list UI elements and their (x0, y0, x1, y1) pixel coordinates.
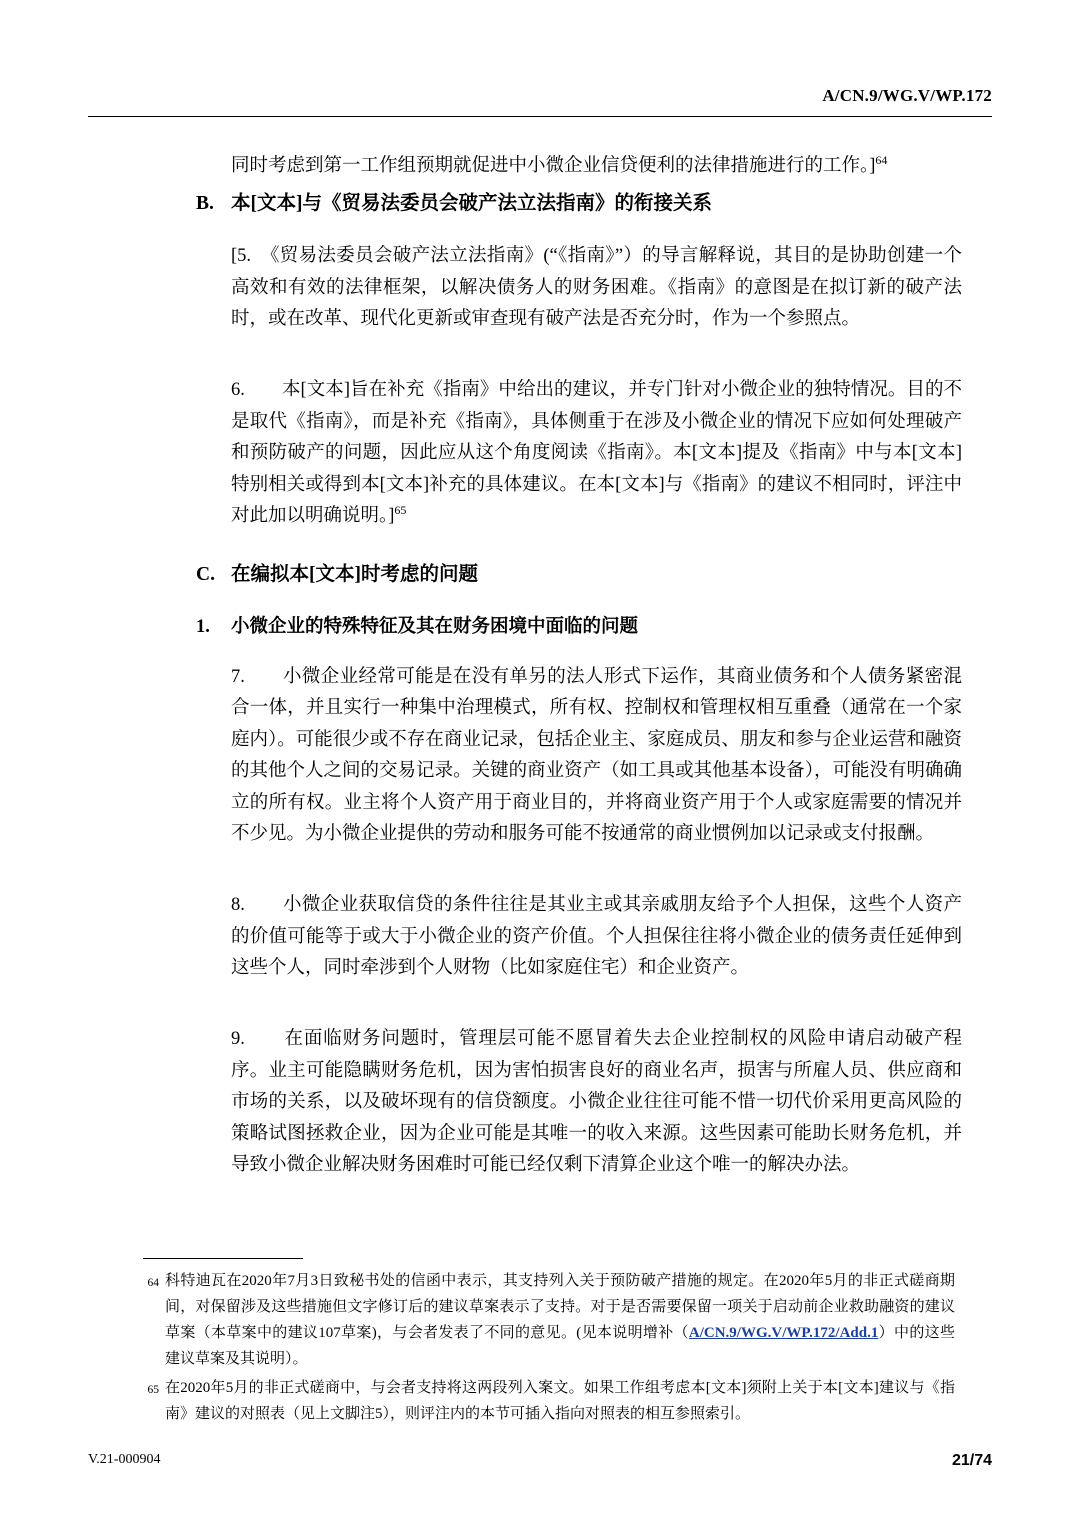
footer-job-number: V.21-000904 (88, 1452, 161, 1467)
section-heading-b (196, 189, 992, 219)
footnote-text: 在2020年5月的非正式磋商中，与会者支持将这两段列入案文。如果工作组考虑本[文本]须附上关于本[文本]建议与《指南》建议的对照表（见上文脚注5），则评注内的本节可插入指向对照表的相互参照索引。 (165, 1380, 955, 1422)
footnote-area (143, 1268, 955, 1430)
paragraph-9: 9. 在面临财务问题时，管理层可能不愿冒着失去企业控制权的风险申请启动破产程序。业主可能隐瞒财务危机，因为害怕损害良好的商业名声，损害与所雇人员、供应商和市场的关系，以及破坏现有的信贷额度。小微企业往往可能不惜一切代价采用更高风险的策略试图拯救企业，因为企业可能是其唯一的收入来源。这些因素可能助长财务危机，并导致小微企业解决财务困难时可能已经仅剩下清算企业这个唯一的解决办法。 (231, 1029, 962, 1175)
footnote-number: 64 (147, 1277, 159, 1289)
header-divider (88, 116, 992, 117)
subsection-1-label: 1. (196, 616, 210, 637)
footnote-number: 65 (147, 1384, 159, 1396)
footer-page-number: 21/74 (951, 1452, 992, 1469)
section-c-title: 在编拟本[文本]时考虑的问题 (231, 563, 478, 585)
section-b-title: 本[文本]与《贸易法委员会破产法立法指南》的衔接关系 (231, 193, 712, 214)
section-c-label: C. (196, 563, 215, 585)
footnote-item (143, 1268, 955, 1372)
document-symbol: A/CN.9/WG.V/WP.172 (822, 86, 992, 105)
continued-paragraph: 同时考虑到第一工作组预期就促进中小微企业信贷便利的法律措施进行的工作。]$^{64}$ (231, 152, 888, 176)
footnote-divider (143, 1258, 303, 1259)
paragraph-5: [5. 《贸易法委员会破产法立法指南》(“《指南》”）的导言解释说，其目的是协助创建一个高效和有效的法律框架，以解决债务人的财务困难。《指南》的意图是在拟订新的破产法时，或在改革、现代化更新或审查现有破产法是否充分时，作为一个参照点。 (231, 246, 962, 329)
paragraph-6: 6. 本[文本]旨在补充《指南》中给出的建议，并专门针对小微企业的独特情况。目的不是取代《指南》，而是补充《指南》，具体侧重于在涉及小微企业的情况下应如何处理破产和预防破产的问题，因此应从这个角度阅读《指南》。本[文本]提及《指南》中与本[文本]特别相关或得到本[文本]补充的具体建议。在本[文本]与《指南》的建议不相同时，评注中对此加以明确说明。]$^{65}$ (231, 380, 962, 526)
footnote-ref-65: 65 (394, 502, 407, 517)
paragraph-8: 8. 小微企业获取信贷的条件往往是其业主或其亲戚朋友给予个人担保，这些个人资产的价值可能等于或大于小微企业的资产价值。个人担保往往将小微企业的债务责任延伸到这些个人，同时牵涉到个人财物（比如家庭住宅）和企业资产。 (231, 895, 962, 978)
page-header (88, 86, 992, 106)
footnote-text: 科特迪瓦在2020年7月3日致秘书处的信函中表示，其支持列入关于预防破产措施的规定。在2020年5月的非正式磋商期间，对保留涉及这些措施但文字修订后的建议草案表示了支持。对于是否需要保留一项关于启动前企业救助融资的建议草案（本草案中的建议107草案)，与会者发表了不同的意见。(见本说明增补（A/CN.9/WG.V/WP.172/Add.1）中的这些建议草案及其说明）。 (165, 1273, 955, 1367)
subsection-heading-1 (196, 612, 992, 642)
section-b-label: B. (196, 193, 214, 214)
footnote-document-link[interactable]: A/CN.9/WG.V/WP.172/Add.1 (688, 1325, 879, 1341)
section-heading-c (196, 560, 992, 590)
subsection-1-title: 小微企业的特殊特征及其在财务困境中面临的问题 (231, 616, 639, 637)
footnote-ref-64: 64 (875, 152, 888, 167)
page-content (88, 132, 992, 1189)
footnote-item (143, 1375, 955, 1427)
paragraph-7: 7. 小微企业经常可能是在没有单另的法人形式下运作，其商业债务和个人债务紧密混合一体，并且实行一种集中治理模式，所有权、控制权和管理权相互重叠（通常在一个家庭内）。可能很少或不存在商业记录，包括企业主、家庭成员、朋友和参与企业运营和融资的其他个人之间的交易记录。关键的商业资产（如工具或其他基本设备），可能没有明确确立的所有权。业主将个人资产用于商业目的，并将商业资产用于个人或家庭需要的情况并不少见。为小微企业提供的劳动和服务可能不按通常的商业惯例加以记录或支付报酬。 (231, 666, 962, 844)
